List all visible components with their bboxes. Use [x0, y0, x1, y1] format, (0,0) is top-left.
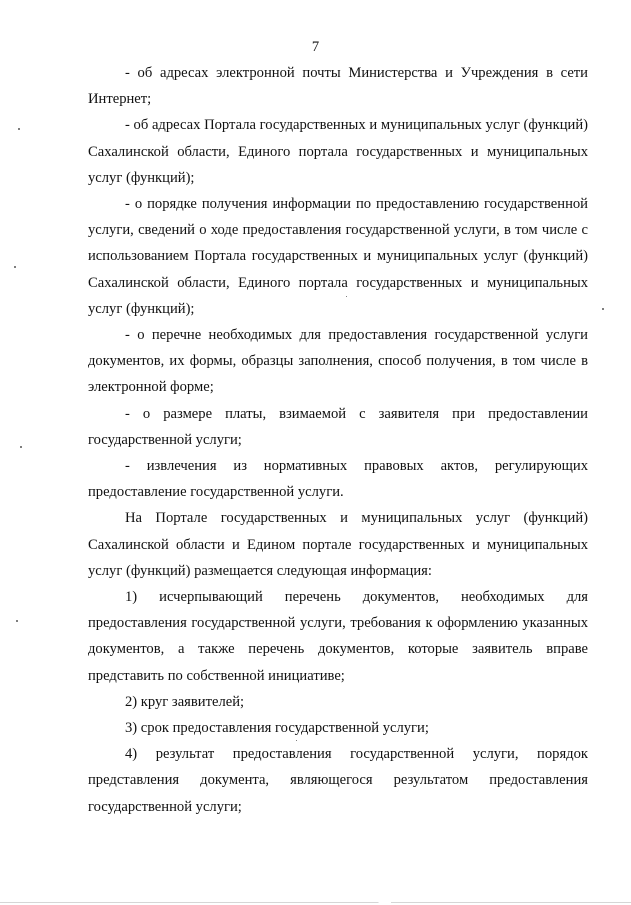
page-number: 7: [311, 39, 320, 55]
scan-speck: [16, 620, 18, 622]
document-body: [88, 60, 588, 820]
scan-speck: [346, 296, 347, 297]
paragraph-documents-list: - о перечне необходимых для предоставления государственной услуги документов, их формы, образцы заполнения, способ получения, в том числе в электронной форме;: [88, 327, 588, 396]
scan-speck: [14, 266, 16, 268]
scan-speck: [18, 128, 20, 130]
scan-speck: [20, 446, 22, 448]
paragraph-normative-acts: - извлечения из нормативных правовых актов, регулирующих предоставление государственной услуги.: [88, 458, 588, 501]
paragraph-item-1: 1) исчерпывающий перечень документов, необходимых для предоставления государственной услуги, требования к оформлению указанных документов, а также перечень документов, которые заявитель вправе представить по собственной инициативе;: [88, 589, 588, 684]
paragraph-portal-addresses: - об адресах Портала государственных и муниципальных услуг (функций) Сахалинской области, Единого портала государственных и муниципальных услуг (функций);: [88, 117, 588, 186]
paragraph-information-procedure: - о порядке получения информации по предоставлению государственной услуги, сведений о ходе предоставления государственной услуги, в том числе с использованием Портала государственных и муниципальных услуг (функций) Сахалинской области, Единого портала государственных и муниципальных услуг (функций);: [88, 196, 588, 317]
scan-edge-line: [0, 902, 631, 903]
scan-speck: [602, 308, 604, 310]
paragraph-item-2: 2) круг заявителей;: [125, 693, 245, 710]
scan-speck: [296, 740, 297, 741]
paragraph-item-3: 3) срок предоставления государственной услуги;: [125, 720, 429, 737]
paragraph-portal-info-intro: На Портале государственных и муниципальных услуг (функций) Сахалинской области и Едином портале государственных и муниципальных услуг (функций) размещается следующая информация:: [88, 510, 588, 579]
paragraph-item-4: 4) результат предоставления государственной услуги, порядок представления документа, являющегося результатом предоставления государственной услуги;: [88, 746, 588, 815]
paragraph-email-addresses: - об адресах электронной почты Министерства и Учреждения в сети Интернет;: [88, 65, 588, 108]
paragraph-fee-amount: - о размере платы, взимаемой с заявителя при предоставлении государственной услуги;: [88, 405, 588, 448]
